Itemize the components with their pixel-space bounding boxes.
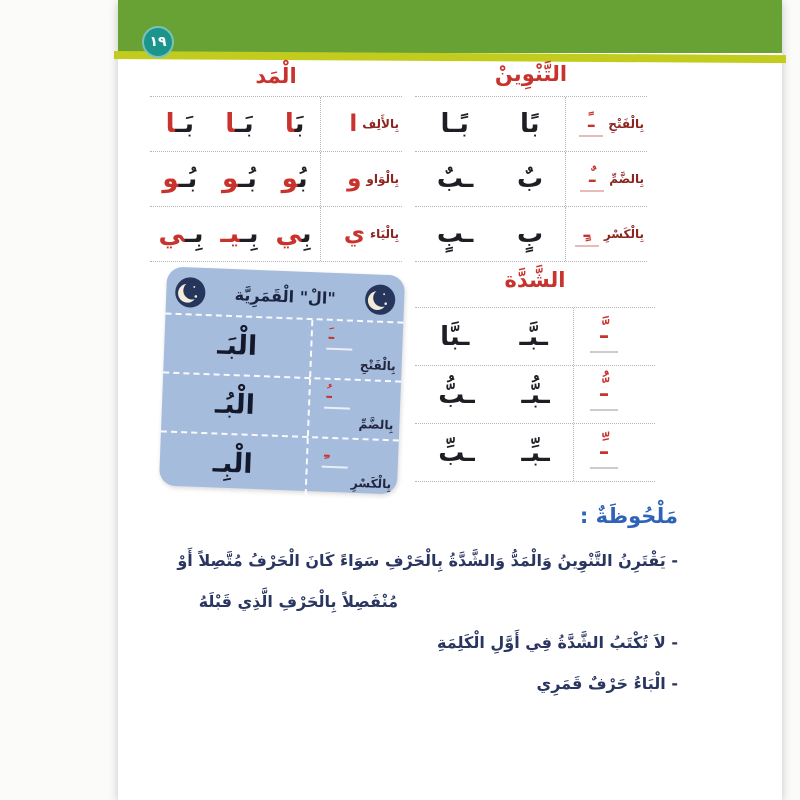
example	[162, 166, 197, 192]
row-label: بِالْفَتْحِ	[359, 357, 396, 374]
trace-line	[575, 245, 599, 247]
table-row	[150, 96, 402, 151]
diacritic-glyph: ـُّ	[600, 377, 608, 403]
example-madd-letter: و	[221, 164, 239, 194]
example	[220, 221, 258, 247]
fathatan-symbol	[579, 111, 603, 137]
tanween-row-header	[565, 207, 647, 261]
trace-line	[324, 407, 350, 410]
example-base: بَـ	[175, 109, 195, 139]
example-base: بُـ	[238, 164, 257, 194]
madd-row-header	[320, 97, 402, 151]
qamariyya-row-header	[305, 438, 399, 498]
header-bar	[118, 0, 782, 53]
table-row	[150, 151, 402, 206]
example-base: بِـ	[239, 219, 259, 249]
example-base: بُـ	[178, 164, 198, 194]
qamariyya-row-header	[309, 320, 403, 380]
kasratan-symbol	[575, 221, 599, 247]
example: بٍ	[517, 219, 544, 249]
example-base: بِـ	[184, 219, 204, 249]
qamariyya-box	[159, 267, 405, 495]
table-row	[415, 96, 647, 151]
table-row	[161, 371, 401, 439]
example-madd-letter: ا	[165, 109, 176, 139]
table-row	[415, 365, 655, 423]
example-madd-letter: يـ	[220, 219, 240, 249]
example-madd-letter: و	[281, 164, 298, 194]
trace-line	[590, 351, 618, 353]
note-bullet-3: - الْبَاءُ حَرْفٌ قَمَرِي	[536, 674, 678, 693]
table-row	[415, 206, 647, 262]
example-madd-letter: و	[162, 164, 179, 194]
example-madd-letter: ي	[158, 219, 185, 249]
example	[159, 221, 204, 247]
example-base: بُ	[297, 164, 308, 194]
example	[275, 221, 311, 247]
example-madd-letter: ي	[275, 219, 302, 249]
madd-letter-waw: و	[347, 165, 362, 192]
example-cells	[415, 152, 565, 206]
tanween-row-header	[565, 97, 647, 151]
tanween-section-title: التَّنْوِينْ	[494, 62, 568, 86]
example: الْبِـ	[212, 447, 254, 480]
diacritic-glyph: ـَّ	[600, 319, 608, 345]
example: الْبَـ	[216, 329, 258, 363]
example-cells	[150, 152, 320, 206]
row-label: بِالضَّمِّ	[358, 416, 394, 433]
example-base: بَ	[294, 109, 305, 139]
example: بًـا	[440, 109, 469, 139]
example-cells	[415, 97, 565, 151]
diacritic-glyph: ـٌ	[588, 165, 596, 188]
example	[282, 166, 308, 192]
trace-line	[326, 348, 352, 351]
shadda-kasra-symbol	[590, 436, 618, 468]
madd-section-title: الْمَد	[255, 64, 297, 88]
madd-table	[150, 96, 402, 262]
diacritic-glyph: ـٍ	[583, 220, 591, 243]
qamariyya-row-header	[307, 379, 401, 439]
example: بٌ	[517, 164, 544, 194]
example	[222, 166, 257, 192]
dammatan-symbol	[580, 166, 604, 192]
table-row	[415, 151, 647, 206]
row-label: بِالضَّمِّ	[609, 172, 644, 186]
diacritic-glyph: ـً	[588, 110, 595, 133]
madd-letter-yaa: ي	[343, 220, 365, 247]
example-base: بِ	[301, 219, 312, 249]
shadda-row-header	[573, 424, 655, 481]
table-row	[159, 430, 399, 498]
page-number-badge	[142, 26, 174, 58]
table-row	[415, 307, 655, 365]
tanween-table	[415, 96, 647, 262]
example-madd-letter: ا	[284, 109, 295, 139]
example-madd-letter: ا	[225, 109, 236, 139]
row-label: بِالأَلِف	[362, 117, 399, 131]
example-cells	[415, 207, 565, 261]
note-bullet-1-line-1: - يَقْتَرِنُ التَّنْوِينُ وَالْمَدُّ وَالشَّدَّةُ بِالْحَرْفِ سَوَاءً كَانَ الْحَرْفُ مُتَّصِلاً أَوْ	[177, 551, 678, 570]
row-label: بِالْوَاو	[366, 172, 399, 186]
example-cells	[150, 207, 320, 261]
book-page	[118, 0, 782, 800]
example-cells	[415, 424, 573, 481]
table-row	[150, 206, 402, 262]
example: بًا	[519, 109, 540, 139]
trace-line	[590, 409, 618, 411]
shadda-damma-symbol	[590, 378, 618, 410]
example: ـبِّ	[438, 437, 475, 468]
madd-row-header	[320, 152, 402, 206]
example	[225, 111, 253, 137]
row-label: بِالْكَسْرِ	[603, 227, 644, 241]
example-cells	[150, 97, 320, 151]
row-label: بِالْكَسْرِ	[350, 475, 392, 492]
damma-symbol: ـُ	[326, 382, 333, 402]
note-title: مَلْحُوظَةٌ :	[579, 504, 678, 528]
example: ـبَّـ	[519, 321, 548, 352]
shadda-row-header	[573, 308, 655, 365]
diacritic-glyph: ـِّ	[600, 435, 608, 461]
shadda-table	[415, 307, 655, 482]
example: ـبٌ	[436, 164, 474, 194]
example-cells	[415, 308, 573, 365]
trace-line	[322, 466, 348, 469]
kasra-symbol: ـِ	[323, 441, 331, 461]
shadda-fatha-symbol	[590, 320, 618, 352]
note-section	[158, 504, 678, 704]
example: الْبُـ	[214, 388, 256, 421]
table-row	[415, 423, 655, 482]
example	[166, 111, 194, 137]
moon-icon	[174, 276, 207, 309]
trace-line	[580, 190, 604, 192]
madd-row-header	[320, 207, 402, 261]
row-label: بِالْيَاء	[369, 227, 399, 241]
example: ـبِّـ	[521, 437, 550, 468]
page-number: ١٩	[149, 34, 167, 50]
shadda-section-title: الشَّدَّة	[504, 268, 566, 292]
example: ـبُّ	[438, 379, 475, 410]
trace-line	[590, 467, 618, 469]
example: ـبَّا	[440, 321, 470, 352]
qamariyya-title: "الْ" الْقَمَرِيَّة	[234, 284, 337, 308]
example: ـبُّـ	[521, 379, 550, 410]
tanween-row-header	[565, 152, 647, 206]
fatha-symbol: ـَ	[328, 323, 335, 343]
example-base: بَـ	[235, 109, 254, 139]
trace-line	[579, 135, 603, 137]
row-label: بِالْفَتْحِ	[608, 117, 644, 131]
example	[285, 111, 305, 137]
moon-icon	[364, 283, 397, 316]
note-bullet-2: - لاَ تُكْتَبُ الشَّدَّةُ فِي أَوَّلِ الْكَلِمَةِ	[437, 633, 678, 652]
example-cells	[415, 366, 573, 423]
shadda-row-header	[573, 366, 655, 423]
note-bullet-1-line-2: مُنْفَصِلاً بِالْحَرْفِ الَّذِي قَبْلَهُ	[198, 592, 398, 611]
table-row	[163, 312, 403, 380]
madd-letter-alif: ا	[349, 110, 358, 137]
example: ـبٍ	[436, 219, 474, 249]
